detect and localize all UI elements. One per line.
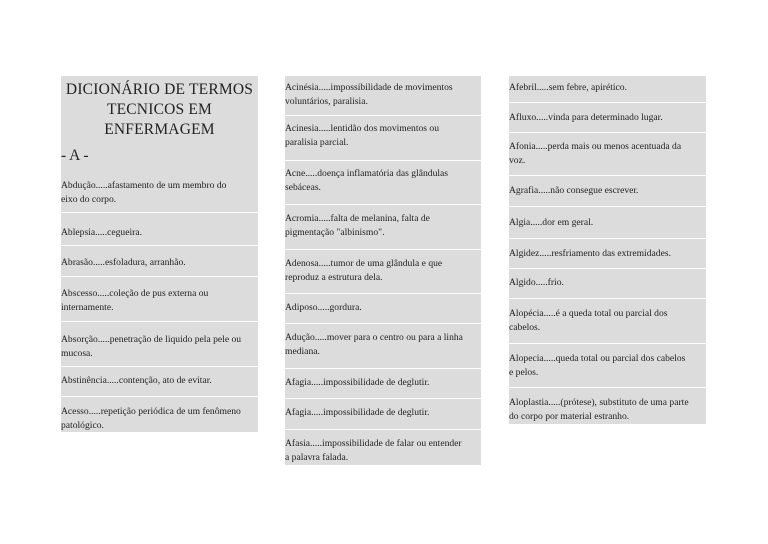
glossary-entry (285, 437, 481, 465)
entry-line: Aloplastia.....(prótese), substituto de uma parte (509, 397, 689, 408)
entry-line: reproduz a estrutura dela. (285, 272, 383, 283)
entry-line: Acromia.....falta de melanina, falta de (285, 213, 430, 224)
entry-divider (285, 249, 481, 250)
entry-line: Acinésia.....impossibilidade de movimentos (285, 82, 453, 93)
glossary-entry (285, 301, 481, 315)
entry-divider (509, 387, 706, 388)
entry-line: Afagia.....impossibilidade de deglutir. (285, 407, 430, 418)
entry-divider (61, 245, 258, 246)
entry-line: Abscesso.....coleção de pus externa ou (61, 288, 209, 299)
glossary-entry (285, 406, 481, 420)
entry-line: Acinesia.....lentidão dos movimentos ou (285, 123, 440, 134)
entry-divider (61, 276, 258, 277)
entry-line: Afebril.....sem febre, apirético. (509, 82, 628, 93)
entry-line: Algidez.....resfriamento das extremidades. (509, 248, 671, 259)
glossary-entry (509, 184, 706, 198)
entry-line: Abstinência.....contenção, ato de evitar. (61, 375, 212, 386)
glossary-entry (285, 212, 481, 240)
entry-divider (285, 115, 481, 116)
entry-line: Agrafia.....não consegue escrever. (509, 185, 639, 196)
entry-line: Acne.....doença inflamatória das glândulas (285, 168, 449, 179)
entry-line: Afluxo.....vinda para determinado lugar. (509, 112, 663, 123)
entry-line: Adiposo.....gordura. (285, 302, 362, 313)
entry-line: e pelos. (509, 367, 539, 378)
entry-line: Adenosa.....tumor de uma glândula e que (285, 258, 443, 269)
glossary-entry (285, 376, 481, 390)
entry-divider (61, 321, 258, 322)
entry-line: Afagia.....impossibilidade de deglutir. (285, 377, 430, 388)
glossary-entry (61, 287, 258, 315)
glossary-entry (61, 226, 258, 240)
entry-line: Afonia.....perda mais ou menos acentuada da (509, 141, 682, 152)
entry-divider (285, 368, 481, 369)
glossary-entry (509, 140, 706, 168)
glossary-column-3 (509, 76, 706, 424)
entry-line: pigmentação "albinismo". (285, 227, 385, 238)
entry-line: Abrasão.....esfoladura, arranhão. (61, 257, 186, 268)
entry-line: do corpo por material estranho. (509, 411, 630, 422)
glossary-entry (509, 111, 706, 125)
entry-line: mediana. (285, 346, 320, 357)
entry-line: Algia.....dor em geral. (509, 217, 594, 228)
entry-line: Absorção.....penetração de liquido pela pele ou (61, 334, 242, 345)
entry-line: Ablepsia.....cegueira. (61, 227, 142, 238)
entry-line: internamente. (61, 302, 114, 313)
glossary-entry (61, 405, 258, 433)
entry-divider (285, 204, 481, 205)
glossary-entry (509, 396, 706, 424)
glossary-column-1 (61, 76, 258, 432)
title-line: TECNICOS EM (106, 101, 213, 118)
entry-line: a palavra falada. (285, 452, 349, 463)
entry-line: Abdução.....afastamento de um membro do (61, 180, 227, 191)
glossary-entry (285, 81, 481, 109)
entry-divider (509, 238, 706, 239)
entry-line: paralisia parcial. (285, 137, 349, 148)
glossary-column-2 (285, 76, 481, 465)
entry-divider (509, 175, 706, 176)
entry-divider (61, 366, 258, 367)
entry-line: Algido.....frio. (509, 277, 564, 288)
glossary-entry (61, 256, 258, 270)
entry-divider (285, 398, 481, 399)
entry-line: Alopécia.....é a queda total ou parcial dos (509, 308, 668, 319)
title-line: DICIONÁRIO DE TERMOS (65, 81, 254, 98)
entry-divider (285, 429, 481, 430)
glossary-entry (509, 307, 706, 335)
entry-line: voluntários, paralisia. (285, 96, 368, 107)
entry-line: cabelos. (509, 322, 541, 333)
glossary-entry (61, 374, 258, 388)
entry-line: eixo do corpo. (61, 194, 117, 205)
glossary-entry (285, 257, 481, 285)
glossary-entry (61, 179, 258, 207)
glossary-entry (285, 122, 481, 150)
title-line: ENFERMAGEM (104, 121, 215, 138)
glossary-entry (509, 352, 706, 380)
glossary-entry (509, 81, 706, 95)
entry-line: Acesso.....repetição periódica de um fenômeno (61, 406, 241, 417)
entry-line: patológico. (61, 420, 104, 431)
entry-divider (285, 323, 481, 324)
glossary-entry (509, 247, 706, 261)
entry-divider (509, 268, 706, 269)
glossary-entry (285, 331, 481, 359)
entry-line: voz. (509, 155, 526, 166)
glossary-entry (509, 216, 706, 230)
entry-line: Alopecia.....queda total ou parcial dos cabelos (509, 353, 686, 364)
entry-divider (61, 212, 258, 213)
glossary-entry (61, 333, 258, 361)
entry-line: mucosa. (61, 348, 93, 359)
entry-divider (285, 293, 481, 294)
entry-divider (285, 160, 481, 161)
document-title (61, 80, 258, 140)
entry-line: sebáceas. (285, 182, 321, 193)
entry-divider (509, 102, 706, 103)
entry-line: Adução.....mover para o centro ou para a linha (285, 332, 463, 343)
section-letter: - A - (61, 147, 89, 164)
entry-divider (509, 206, 706, 207)
glossary-entry (285, 167, 481, 195)
entry-divider (509, 298, 706, 299)
glossary-entry (509, 276, 706, 290)
entry-divider (509, 343, 706, 344)
entry-line: Afasia.....impossibilidade de falar ou entender (285, 438, 462, 449)
entry-divider (61, 396, 258, 397)
entry-divider (509, 132, 706, 133)
